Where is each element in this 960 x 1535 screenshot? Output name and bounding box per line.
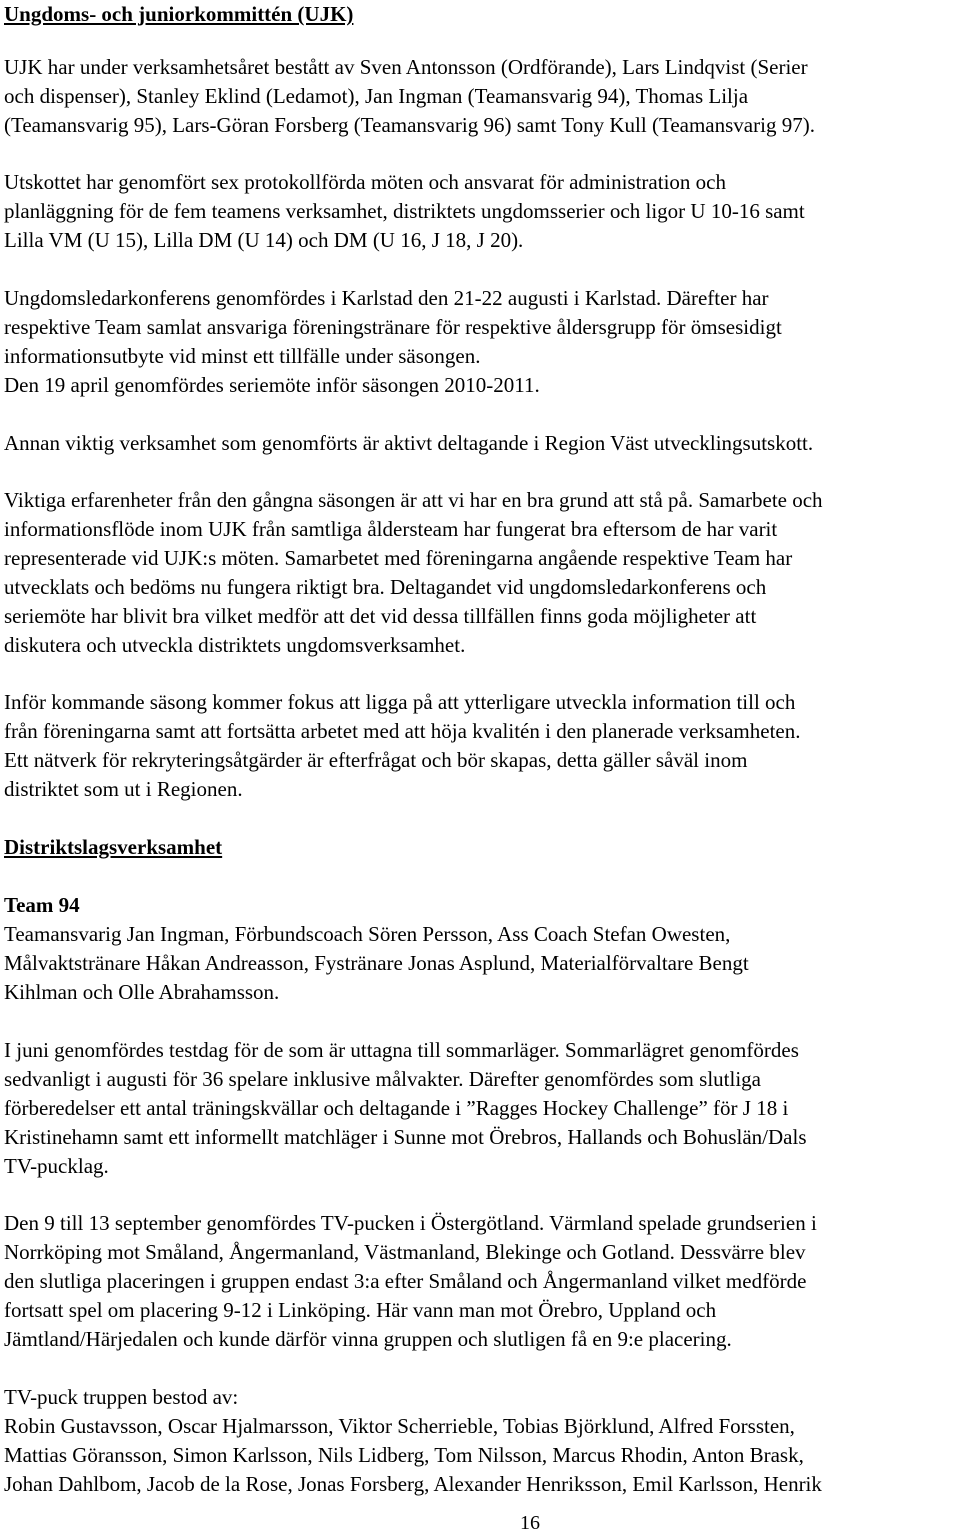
text-line: Utskottet har genomfört sex protokollförda möten och ansvarat för administration och [4,170,726,194]
text-line: Den 19 april genomfördes seriemöte inför säsongen 2010-2011. [4,373,540,397]
page-number: 16 [520,1512,540,1534]
text-line: den slutliga placeringen i gruppen endast 3:a efter Småland och Ångermanland vilket medförde [4,1269,807,1293]
text-line: Mattias Göransson, Simon Karlsson, Nils Lidberg, Tom Nilsson, Marcus Rhodin, Anton Brask, [4,1443,804,1467]
paragraph-team-staff [4,920,749,1007]
text-line: Ungdomsledarkonferens genomfördes i Karlstad den 21-22 augusti i Karlstad. Därefter har [4,286,769,310]
text-line: seriemöte har blivit bra vilket medför att det vid dessa tillfällen finns goda möjligheter att [4,604,757,628]
paragraph-ujk-meetings [4,168,805,255]
text-line: representerade vid UJK:s möten. Samarbetet med föreningarna angående respektive Team har [4,546,793,570]
paragraph-tv-pucken [4,1209,817,1354]
text-line: Johan Dahlbom, Jacob de la Rose, Jonas Forsberg, Alexander Henriksson, Emil Karlsson, Henrik [4,1472,822,1496]
text-line: informationsutbyte vid minst ett tillfälle under säsongen. [4,344,481,368]
text-line: planläggning för de fem teamens verksamhet, distriktets ungdomsserier och ligor U 10-16 samt [4,199,805,223]
text-line: Kihlman och Olle Abrahamsson. [4,980,280,1004]
text-line: Teamansvarig Jan Ingman, Förbundscoach Sören Persson, Ass Coach Stefan Owesten, [4,922,731,946]
team-heading: Team 94 [4,893,80,917]
text-line: UJK har under verksamhetsåret bestått av Sven Antonsson (Ordförande), Lars Lindqvist (Serier [4,55,808,79]
text-line: Inför kommande säsong kommer fokus att ligga på att ytterligare utveckla information till och [4,690,796,714]
text-line: distriktet som ut i Regionen. [4,777,243,801]
text-line: Lilla VM (U 15), Lilla DM (U 14) och DM (U 16, J 18, J 20). [4,228,524,252]
text-line: diskutera och utveckla distriktets ungdomsverksamhet. [4,633,466,657]
text-line: Viktiga erfarenheter från den gångna säsongen är att vi har en bra grund att stå på. Samarbete och [4,488,823,512]
text-line: Målvaktstränare Håkan Andreasson, Fystränare Jonas Asplund, Materialförvaltare Bengt [4,951,749,975]
text-line: Ett nätverk för rekryteringsåtgärder är efterfrågat och bör skapas, detta gäller såväl inom [4,748,748,772]
section-heading-distrikt: Distriktslagsverksamhet [4,835,223,859]
section-heading-ujk: Ungdoms- och juniorkommittén (UJK) [4,2,354,26]
paragraph-ujk-region [4,429,813,458]
paragraph-ujk-experiences [4,486,823,660]
text-line: förberedelser ett antal träningskvällar och deltagande i ”Ragges Hockey Challenge” för J 18 i [4,1096,789,1120]
text-line: informationsflöde inom UJK från samtliga åldersteam har fungerat bra eftersom de har varit [4,517,778,541]
paragraph-team-preparations [4,1036,807,1181]
text-line: fortsatt spel om placering 9-12 i Linköping. Här vann man mot Örebro, Uppland och [4,1298,717,1322]
text-line: Robin Gustavsson, Oscar Hjalmarsson, Viktor Scherrieble, Tobias Björklund, Alfred Forssten, [4,1414,795,1438]
text-line: från föreningarna samt att fortsätta arbetet med att höja kvalitén i den planerade verksamheten. [4,719,801,743]
text-line: utvecklats och bedöms nu fungera riktigt bra. Deltagandet vid ungdomsledarkonferens och [4,575,767,599]
text-line: respektive Team samlat ansvariga föreningstränare för respektive åldersgrupp för ömsesidigt [4,315,782,339]
text-line: Jämtland/Härjedalen och kunde därför vinna gruppen och slutligen få en 9:e placering. [4,1327,732,1351]
paragraph-ujk-members [4,53,815,140]
text-line: I juni genomfördes testdag för de som är uttagna till sommarläger. Sommarlägret genomfördes [4,1038,799,1062]
text-line: Kristinehamn samt ett informellt matchläger i Sunne mot Örebros, Hallands och Bohuslän/Dals [4,1125,807,1149]
paragraph-ujk-conference [4,284,782,400]
text-line: Annan viktig verksamhet som genomförts är aktivt deltagande i Region Väst utvecklingsutskott. [4,431,814,455]
paragraph-tv-puck-roster [4,1383,822,1499]
text-line: sedvanligt i augusti för 36 spelare inklusive målvakter. Därefter genomfördes som slutliga [4,1067,761,1091]
text-line: TV-puck truppen bestod av: [4,1385,239,1409]
text-line: Den 9 till 13 september genomfördes TV-pucken i Östergötland. Värmland spelade grundserien i [4,1211,817,1235]
text-line: (Teamansvarig 95), Lars-Göran Forsberg (Teamansvarig 96) samt Tony Kull (Teamansvarig 97). [4,113,815,137]
paragraph-ujk-future [4,688,801,804]
text-line: TV-pucklag. [4,1154,109,1178]
text-line: och dispenser), Stanley Eklind (Ledamot), Jan Ingman (Teamansvarig 94), Thomas Lilja [4,84,749,108]
text-line: Norrköping mot Småland, Ångermanland, Västmanland, Blekinge och Gotland. Dessvärre blev [4,1240,806,1264]
